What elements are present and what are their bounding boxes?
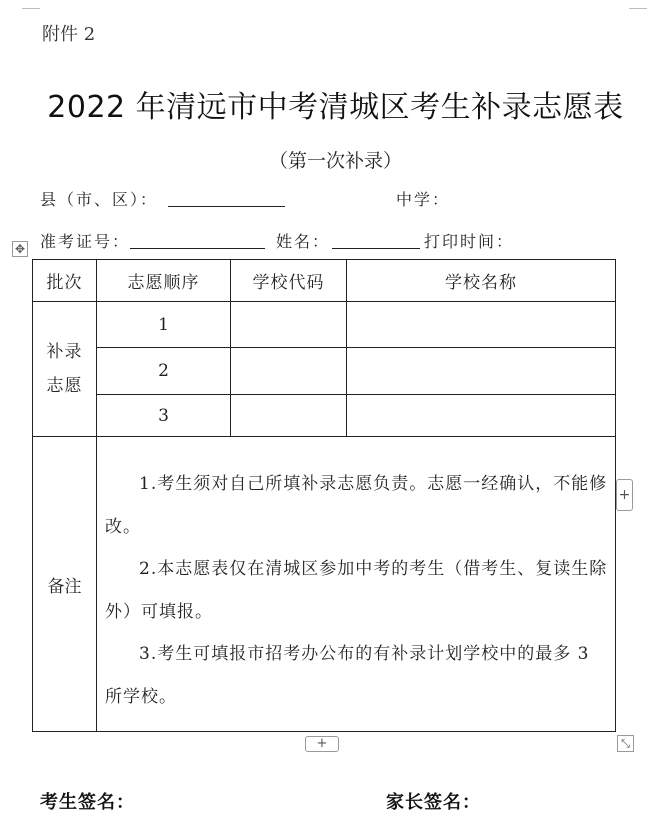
exam-id-label: 准考证号： <box>40 232 131 251</box>
school-label: 中学： <box>396 190 451 209</box>
header-order: 志愿顺序 <box>97 260 231 302</box>
table-row <box>33 302 616 348</box>
table-row <box>33 348 616 395</box>
print-time-label: 打印时间： <box>424 232 515 251</box>
order-cell: 3 <box>97 395 231 437</box>
header-school-code: 学校代码 <box>231 260 347 302</box>
school-code-cell[interactable] <box>231 348 347 395</box>
document-subtitle: （第一次补录） <box>268 150 402 172</box>
note-item: 1.考生须对自己所填补录志愿负责。志愿一经确认，不能修改。 <box>105 474 608 537</box>
name-label: 姓名： <box>276 232 331 251</box>
name-underline[interactable] <box>332 248 420 249</box>
notes-label: 备注 <box>33 437 97 732</box>
school-name-cell[interactable] <box>347 395 616 437</box>
county-underline[interactable] <box>168 206 285 207</box>
add-column-button[interactable]: + <box>616 479 633 511</box>
note-item: 2.本志愿表仅在清城区参加中考的考生（借考生、复读生除外）可填报。 <box>105 559 608 622</box>
header-school-name: 学校名称 <box>347 260 616 302</box>
student-signature-label: 考生签名： <box>40 792 135 813</box>
batch-label-line1: 补录 <box>46 342 83 362</box>
school-name-cell[interactable] <box>347 348 616 395</box>
page-corner-mark-left <box>22 8 40 9</box>
table-resize-icon[interactable]: ⤡ <box>617 735 634 752</box>
add-row-button[interactable]: + <box>305 736 339 752</box>
page-corner-mark-right <box>629 8 647 9</box>
attachment-label: 附件 2 <box>42 24 96 45</box>
table-header-row <box>33 260 616 302</box>
table-row <box>33 395 616 437</box>
notes-row <box>33 437 616 732</box>
county-label: 县（市、区）： <box>40 190 159 209</box>
school-code-cell[interactable] <box>231 395 347 437</box>
exam-id-underline[interactable] <box>130 248 265 249</box>
school-code-cell[interactable] <box>231 302 347 348</box>
school-name-cell[interactable] <box>347 302 616 348</box>
note-item: 3.考生可填报市招考办公布的有补录计划学校中的最多 3 所学校。 <box>105 644 590 707</box>
header-batch: 批次 <box>33 260 97 302</box>
document-title: 2022 年清远市中考清城区考生补录志愿表 <box>47 90 624 125</box>
order-cell: 2 <box>97 348 231 395</box>
parent-signature-label: 家长签名： <box>386 792 481 813</box>
table-move-handle-icon[interactable]: ✥ <box>12 241 28 257</box>
volunteer-table <box>32 259 616 732</box>
batch-cell <box>33 302 97 437</box>
notes-cell <box>97 437 616 732</box>
batch-label-line2: 志愿 <box>46 376 83 396</box>
order-cell: 1 <box>97 302 231 348</box>
